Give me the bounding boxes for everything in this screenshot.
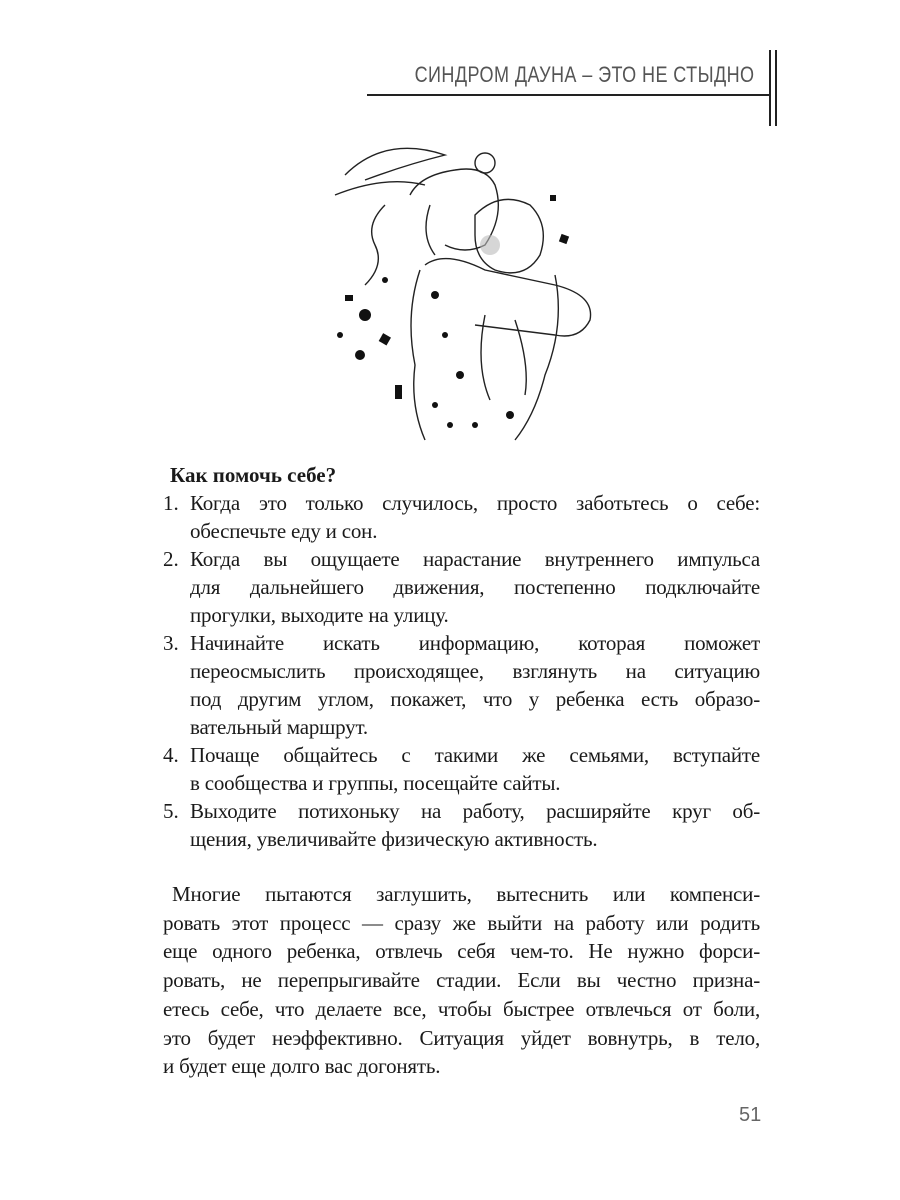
paragraph-line: и будет еще долго вас догонять. — [163, 1054, 441, 1079]
header-vertical-bar — [775, 50, 777, 126]
paragraph-line: еще одного ребенка, отвлечь себя чем-то. Не нужно форси- — [163, 939, 760, 964]
paragraph-line: етесь себе, что делаете все, чтобы быстрее отвлечься от боли, — [163, 996, 760, 1021]
list-item — [163, 629, 760, 741]
list-line: в сообщества и группы, посещайте сайты. — [190, 771, 561, 795]
body-paragraph — [163, 880, 760, 1081]
paragraph-line: Многие пытаются заглушить, вытеснить или компенси- — [172, 882, 760, 906]
list-line: для дальнейшего движения, постепенно подключайте — [190, 575, 760, 599]
header-vertical-bar — [769, 50, 771, 126]
list-number: 3. — [163, 631, 179, 655]
paragraph-line: ровать, не перепрыгивайте стадии. Если вы честно призна- — [163, 968, 760, 993]
list-line: под другим углом, покажет, что у ребенка есть образо- — [190, 687, 760, 711]
header-rule — [367, 94, 771, 96]
page-body — [163, 461, 760, 1127]
list-line: Почаще общайтесь с такими же семьями, вступайте — [190, 743, 760, 767]
list-line: Начинайте искать информацию, которая поможет — [190, 631, 760, 655]
page-number: 51 — [739, 1103, 762, 1126]
list-line: обеспечьте еду и сон. — [190, 519, 378, 543]
help-list — [163, 489, 760, 853]
list-item — [163, 489, 760, 545]
list-line: прогулки, выходите на улицу. — [190, 603, 449, 627]
list-line: вательный маршрут. — [190, 715, 368, 739]
paragraph-line: ровать этот процесс — сразу же выйти на работу или родить — [163, 910, 760, 935]
list-line: Когда вы ощущаете нарастание внутреннего импульса — [190, 547, 760, 571]
list-line: Когда это только случилось, просто заботьтесь о себе: — [190, 491, 760, 515]
list-line: переосмыслить происходящее, взглянуть на ситуацию — [190, 659, 760, 683]
list-item — [163, 545, 760, 629]
list-line: щения, увеличивайте физическую активность. — [190, 827, 598, 851]
mother-holding-baby-illustration — [325, 135, 610, 445]
list-item — [163, 797, 760, 853]
list-line: Выходите потихоньку на работу, расширяйте круг об- — [190, 799, 760, 823]
list-number: 4. — [163, 743, 179, 767]
paragraph-line: это будет неэффективно. Ситуация уйдет вовнутрь, в тело, — [163, 1025, 760, 1050]
list-number: 2. — [163, 547, 179, 571]
list-number: 5. — [163, 799, 179, 823]
list-number: 1. — [163, 491, 179, 515]
section-heading: Как помочь себе? — [170, 463, 337, 487]
list-item — [163, 741, 760, 797]
running-head: СИНДРОМ ДАУНА – ЭТО НЕ СТЫДНО — [414, 62, 754, 87]
